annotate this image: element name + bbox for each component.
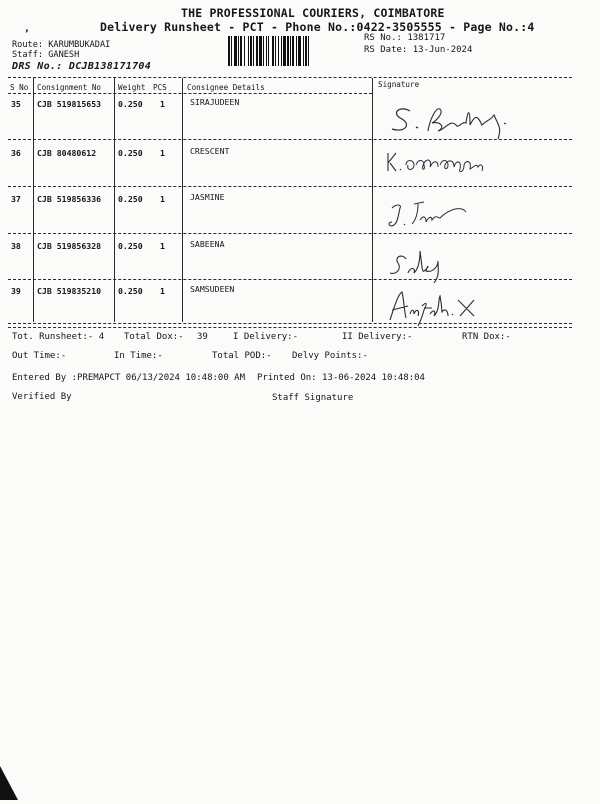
row-weight: 0.250 <box>118 194 143 204</box>
company-name: THE PROFESSIONAL COURIERS, COIMBATORE <box>181 6 445 20</box>
total-pod: Total POD:- <box>212 351 272 361</box>
runsheet-title: Delivery Runsheet - PCT - Phone No.:0422-3505555 - Page No.:4 <box>100 20 535 34</box>
col-header-consignee: Consignee Details <box>187 83 265 92</box>
rs-date: RS Date: 13-Jun-2024 <box>364 45 473 55</box>
table-row <box>0 145 600 191</box>
row-pcs: 1 <box>160 194 165 204</box>
handwritten-signature <box>380 282 570 328</box>
delivery-points: Delvy Points:- <box>292 351 368 361</box>
row-pcs: 1 <box>160 148 165 158</box>
row-consignment-no: CJB 519856336 <box>37 194 102 204</box>
printed-on: Printed On: 13-06-2024 10:48:04 <box>257 373 425 383</box>
header-bottom-rule <box>8 93 372 94</box>
drs-number: DRS No.: DCJB138171704 <box>12 61 152 72</box>
row-sno: 36 <box>11 148 21 158</box>
row-rule <box>8 233 572 234</box>
total-dox-value: 39 <box>197 332 208 342</box>
staff-label: Staff: GANESH <box>12 50 80 60</box>
row-consignee: JASMINE <box>190 192 225 202</box>
row-sno: 38 <box>11 241 21 251</box>
col-header-signature: Signature <box>378 80 420 89</box>
row-consignee: SABEENA <box>190 239 225 249</box>
row-weight: 0.250 <box>118 99 143 109</box>
scan-corner-shadow <box>0 766 20 800</box>
in-time: In Time:- <box>114 351 163 361</box>
row-weight: 0.250 <box>118 148 143 158</box>
row-consignment-no: CJB 80480612 <box>37 148 97 158</box>
verified-by: Verified By <box>12 392 72 402</box>
row-consignee: CRESCENT <box>190 146 230 156</box>
rtn-dox: RTN Dox:- <box>462 332 511 342</box>
route-label: Route: KARUMBUKADAI <box>12 40 111 50</box>
col-header-weight: Weight <box>118 83 146 92</box>
row-rule <box>8 186 572 187</box>
handwritten-signature <box>380 143 570 189</box>
row-rule <box>8 279 572 280</box>
row-pcs: 1 <box>160 99 165 109</box>
row-pcs: 1 <box>160 241 165 251</box>
table-top-rule <box>8 77 572 78</box>
col-header-consignment: Consignment No <box>37 83 102 92</box>
totals-rule <box>8 327 572 328</box>
entered-by: Entered By :PREMAPCT 06/13/2024 10:48:00 AM <box>12 373 245 383</box>
row-consignee: SAMSUDEEN <box>190 284 235 294</box>
row-sno: 39 <box>11 286 21 296</box>
row-rule <box>8 323 572 324</box>
row-consignment-no: CJB 519856328 <box>37 241 102 251</box>
row-rule <box>8 139 572 140</box>
row-sno: 35 <box>11 99 21 109</box>
row-weight: 0.250 <box>118 286 143 296</box>
out-time: Out Time:- <box>12 351 67 361</box>
total-runsheet: Tot. Runsheet:- 4 <box>12 332 105 342</box>
handwritten-signature <box>380 95 570 141</box>
row-consignee: SIRAJUDEEN <box>190 97 240 107</box>
row-consignment-no: CJB 519815653 <box>37 99 102 109</box>
barcode-image <box>228 36 356 66</box>
col-header-sno: S No <box>10 83 29 92</box>
col-header-pcs: PCS <box>153 83 167 92</box>
tick-mark: , <box>24 23 31 34</box>
table-row <box>0 97 600 143</box>
rs-number: RS No.: 1381717 <box>364 33 446 43</box>
total-dox-label: Total Dox:- <box>124 332 184 342</box>
handwritten-signature <box>380 190 570 236</box>
ii-delivery: II Delivery:- <box>342 332 413 342</box>
row-weight: 0.250 <box>118 241 143 251</box>
row-pcs: 1 <box>160 286 165 296</box>
row-sno: 37 <box>11 194 21 204</box>
handwritten-signature <box>380 237 570 283</box>
staff-signature-label: Staff Signature <box>272 393 354 403</box>
row-consignment-no: CJB 519835210 <box>37 286 102 296</box>
i-delivery: I Delivery:- <box>233 332 299 342</box>
table-row <box>0 192 600 238</box>
